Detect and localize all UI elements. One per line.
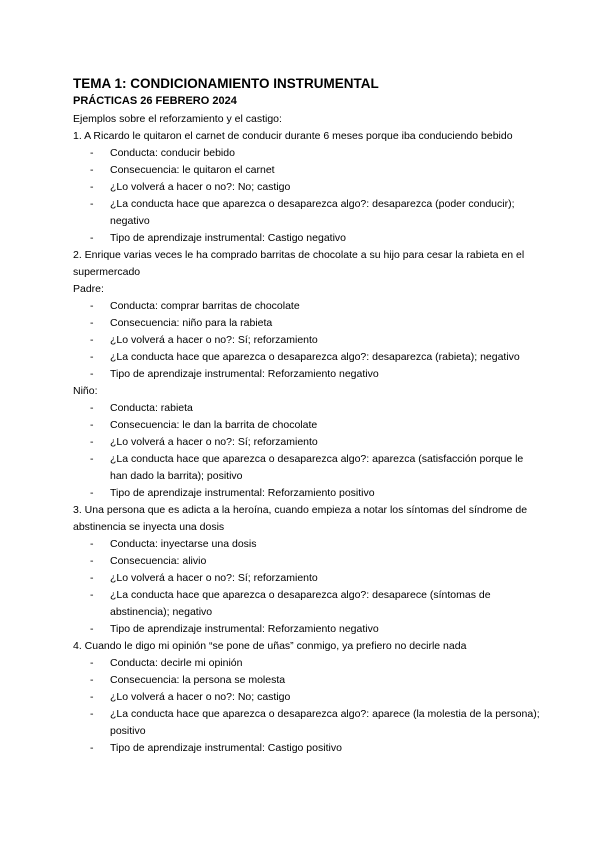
dash-bullet-icon: - xyxy=(90,555,94,567)
bullet-list xyxy=(73,298,540,383)
list-item xyxy=(73,230,540,247)
list-item-text: ¿Lo volverá a hacer o no?: Sí; reforzamiento xyxy=(110,334,318,346)
list-item-text: Tipo de aprendizaje instrumental: Castigo positivo xyxy=(110,742,342,754)
dash-bullet-icon: - xyxy=(90,300,94,312)
dash-bullet-icon: - xyxy=(90,453,94,465)
list-item-text: ¿La conducta hace que aparezca o desaparezca algo?: aparece (la molestia de la persona); positivo xyxy=(110,708,540,737)
list-item-text: ¿Lo volverá a hacer o no?: Sí; reforzamiento xyxy=(110,572,318,584)
list-item xyxy=(73,196,540,230)
dash-bullet-icon: - xyxy=(90,589,94,601)
list-item-text: Conducta: rabieta xyxy=(110,402,193,414)
list-item xyxy=(73,706,540,740)
dash-bullet-icon: - xyxy=(90,334,94,346)
list-item xyxy=(73,162,540,179)
list-item xyxy=(73,672,540,689)
list-item xyxy=(73,536,540,553)
dash-bullet-icon: - xyxy=(90,674,94,686)
list-item xyxy=(73,553,540,570)
list-item xyxy=(73,434,540,451)
example-section xyxy=(73,247,540,502)
list-item-text: Tipo de aprendizaje instrumental: Reforzamiento negativo xyxy=(110,623,379,635)
list-item-text: Conducta: conducir bebido xyxy=(110,147,235,159)
list-item xyxy=(73,485,540,502)
list-item xyxy=(73,349,540,366)
list-item-text: Consecuencia: le dan la barrita de chocolate xyxy=(110,419,318,431)
list-item-text: Consecuencia: le quitaron el carnet xyxy=(110,164,275,176)
list-item xyxy=(73,179,540,196)
list-item xyxy=(73,417,540,434)
dash-bullet-icon: - xyxy=(90,402,94,414)
list-item xyxy=(73,315,540,332)
dash-bullet-icon: - xyxy=(90,419,94,431)
example-heading: 3. Una persona que es adicta a la heroína, cuando empieza a notar los síntomas del síndrome de abstinencia se inyecta una dosis xyxy=(73,504,528,533)
dash-bullet-icon: - xyxy=(90,198,94,210)
list-item-text: ¿Lo volverá a hacer o no?: Sí; reforzamiento xyxy=(110,436,318,448)
bullet-list xyxy=(73,145,540,247)
dash-bullet-icon: - xyxy=(90,623,94,635)
list-item xyxy=(73,689,540,706)
list-item-text: Tipo de aprendizaje instrumental: Reforzamiento positivo xyxy=(110,487,375,499)
dash-bullet-icon: - xyxy=(90,691,94,703)
list-item-text: ¿La conducta hace que aparezca o desaparezca algo?: desaparezca (rabieta); negativo xyxy=(110,351,520,363)
bullet-list xyxy=(73,536,540,638)
example-heading: 4. Cuando le digo mi opinión “se pone de uñas” conmigo, ya prefiero no decirle nada xyxy=(73,640,467,652)
group-label: Padre: xyxy=(73,283,104,295)
list-item-text: Consecuencia: la persona se molesta xyxy=(110,674,286,686)
intro-text: Ejemplos sobre el reforzamiento y el castigo: xyxy=(73,113,282,125)
example-section xyxy=(73,128,540,247)
dash-bullet-icon: - xyxy=(90,317,94,329)
list-item xyxy=(73,587,540,621)
list-item xyxy=(73,145,540,162)
list-item-text: ¿La conducta hace que aparezca o desaparezca algo?: aparezca (satisfacción porque le han dado la barrita); positivo xyxy=(110,453,524,482)
dash-bullet-icon: - xyxy=(90,232,94,244)
list-item xyxy=(73,332,540,349)
dash-bullet-icon: - xyxy=(90,368,94,380)
dash-bullet-icon: - xyxy=(90,538,94,550)
dash-bullet-icon: - xyxy=(90,487,94,499)
dash-bullet-icon: - xyxy=(90,572,94,584)
list-item xyxy=(73,655,540,672)
dash-bullet-icon: - xyxy=(90,351,94,363)
list-item-text: Conducta: decirle mi opinión xyxy=(110,657,243,669)
group-label: Niño: xyxy=(73,385,98,397)
example-heading: 2. Enrique varias veces le ha comprado barritas de chocolate a su hijo para cesar la rabieta en el supermercado xyxy=(73,249,525,278)
list-item-text: ¿La conducta hace que aparezca o desaparezca algo?: desaparezca (poder conducir); negativo xyxy=(110,198,515,227)
dash-bullet-icon: - xyxy=(90,147,94,159)
list-item-text: Conducta: comprar barritas de chocolate xyxy=(110,300,300,312)
examples-list xyxy=(73,128,540,757)
list-item xyxy=(73,451,540,485)
list-item-text: Consecuencia: niño para la rabieta xyxy=(110,317,273,329)
list-item xyxy=(73,400,540,417)
list-item xyxy=(73,621,540,638)
dash-bullet-icon: - xyxy=(90,181,94,193)
document-subtitle: PRÁCTICAS 26 FEBRERO 2024 xyxy=(73,95,237,107)
list-item-text: Tipo de aprendizaje instrumental: Reforzamiento negativo xyxy=(110,368,379,380)
list-item xyxy=(73,740,540,757)
list-item xyxy=(73,298,540,315)
list-item xyxy=(73,570,540,587)
dash-bullet-icon: - xyxy=(90,436,94,448)
dash-bullet-icon: - xyxy=(90,164,94,176)
bullet-list xyxy=(73,400,540,502)
list-item xyxy=(73,366,540,383)
example-heading: 1. A Ricardo le quitaron el carnet de conducir durante 6 meses porque iba conduciendo bebido xyxy=(73,130,513,142)
example-section xyxy=(73,638,540,757)
list-item-text: Consecuencia: alivio xyxy=(110,555,207,567)
dash-bullet-icon: - xyxy=(90,708,94,720)
dash-bullet-icon: - xyxy=(90,742,94,754)
document-title: TEMA 1: CONDICIONAMIENTO INSTRUMENTAL xyxy=(73,76,379,91)
list-item-text: Conducta: inyectarse una dosis xyxy=(110,538,257,550)
list-item-text: ¿Lo volverá a hacer o no?: No; castigo xyxy=(110,691,291,703)
list-item-text: Tipo de aprendizaje instrumental: Castigo negativo xyxy=(110,232,346,244)
example-section xyxy=(73,502,540,638)
list-item-text: ¿La conducta hace que aparezca o desaparezca algo?: desaparece (síntomas de abstinencia); negativo xyxy=(110,589,491,618)
list-item-text: ¿Lo volverá a hacer o no?: No; castigo xyxy=(110,181,291,193)
bullet-list xyxy=(73,655,540,757)
dash-bullet-icon: - xyxy=(90,657,94,669)
